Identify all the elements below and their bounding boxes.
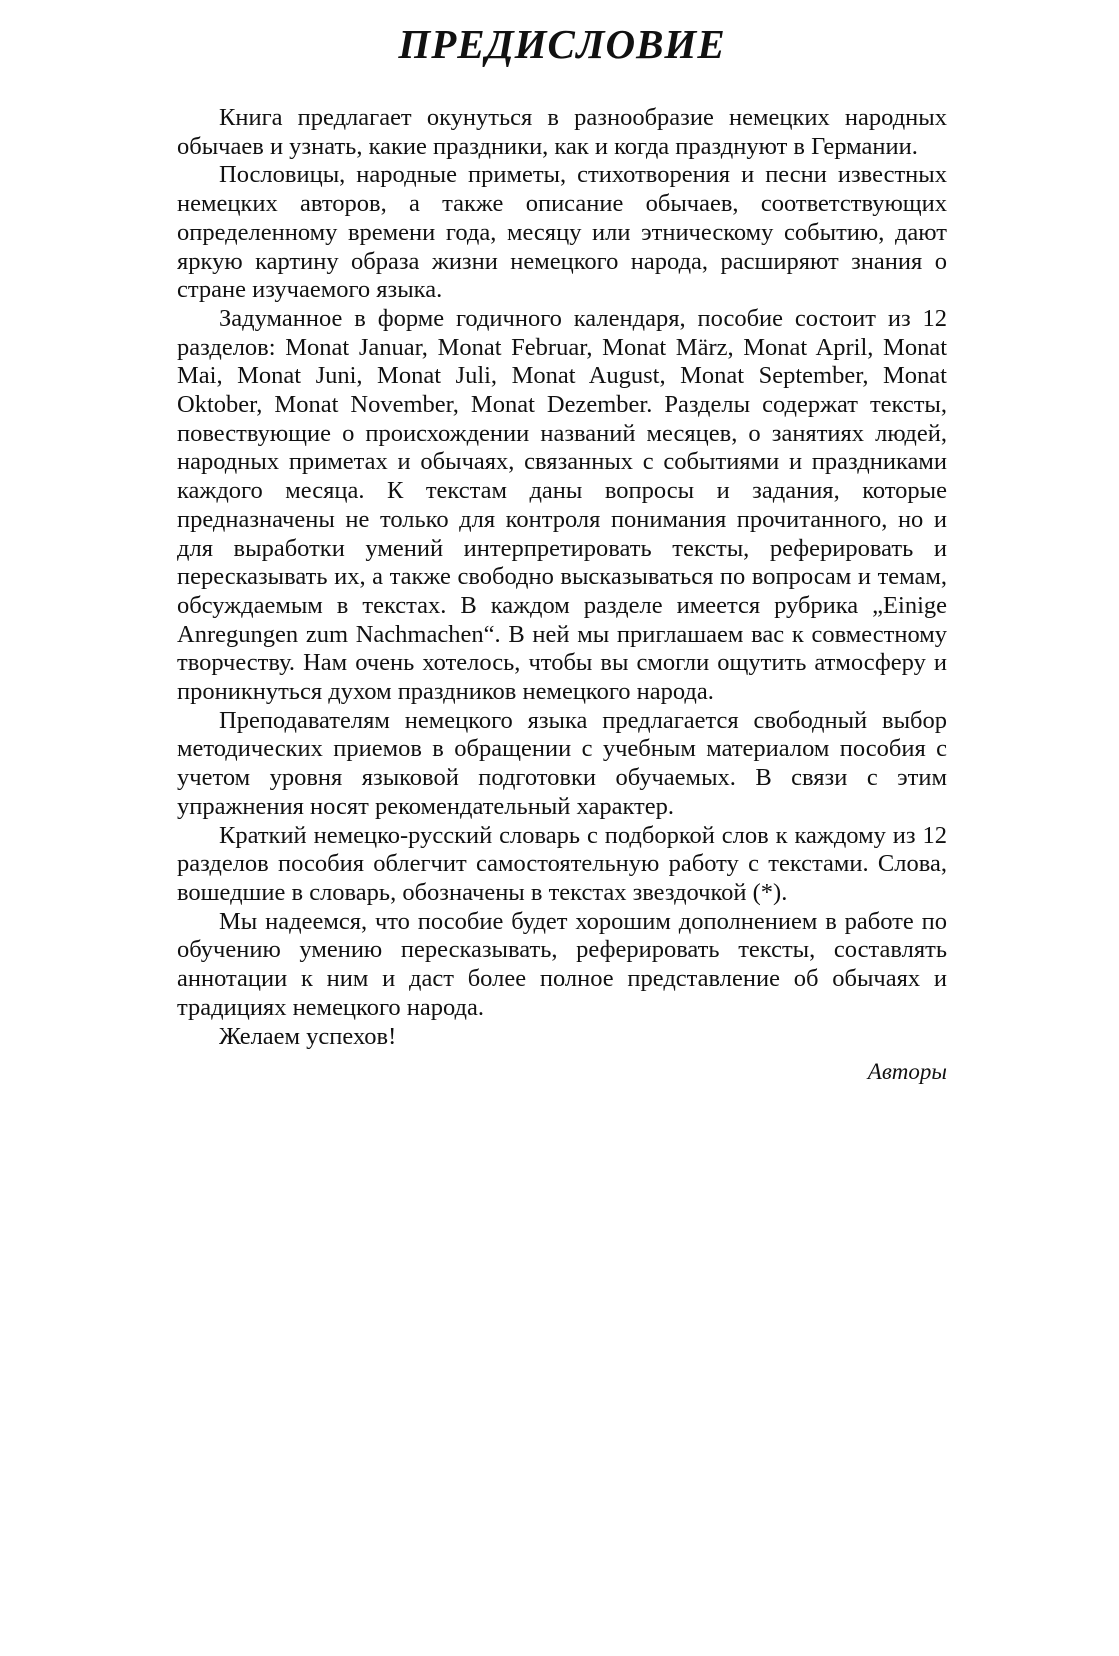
preface-page <box>177 14 947 1087</box>
paragraph-intro: Книга предлагает окунуться в разнообразие немецких народных обычаев и узнать, какие праздники, как и когда празднуют в Германии. <box>177 104 947 160</box>
paragraph-proverbs: Пословицы, народные приметы, стихотворения и песни известных немецких авторов, а также описание обычаев, соответствующих определенному времени года, месяцу или этническому событию, дают яркую картину образа жизни немецкого народа, расширяют знания о стране изучаемого языка. <box>177 161 947 304</box>
paragraph-wishes: Желаем успехов! <box>219 1022 397 1050</box>
page-title: ПРЕДИСЛОВИЕ <box>398 21 726 67</box>
authors-signature: Авторы <box>867 1059 947 1085</box>
paragraph-dictionary: Краткий немецко-русский словарь с подборкой слов к каждому из 12 разделов пособия облегчит самостоятельную работу с текстами. Слова, вошедшие в словарь, обозначены в текстах звездочкой (*). <box>177 821 947 906</box>
paragraph-structure: Задуманное в форме годичного календаря, пособие состоит из 12 разделов: Monat Januar, Monat Februar, Monat März, Monat April, Monat Mai, Monat Juni, Monat Juli, Monat August, Monat September, Monat Oktober, Monat November, Monat Dezember. Разделы содержат тексты, повествующие о происхождении названий месяцев, о занятиях людей, народных приметах и обычаях, связанных с событиями и праздниками каждого месяца. К текстам даны вопросы и задания, которые предназначены не только для контроля понимания прочитанного, но и для выработки умений интерпретировать тексты, реферировать и пересказывать их, а также свободно высказываться по вопросам и темам, обсуждаемым в текстах. В каждом разделе имеется рубрика „Einige Anregungen zum Nachmachen“. В ней мы приглашаем вас к совместному творчеству. Нам очень хотелось, чтобы вы смогли ощутить атмосферу и проникнуться духом праздников немецкого народа. <box>177 304 947 706</box>
paragraph-teachers: Преподавателям немецкого языка предлагается свободный выбор методических приемов в обращении с учебным материалом пособия с учетом уровня языковой подготовки обучаемых. В связи с этим упражнения носят рекомендательный характер. <box>177 706 947 820</box>
paragraph-hopes: Мы надеемся, что пособие будет хорошим дополнением в работе по обучению умению пересказывать, реферировать тексты, составлять аннотации к ним и даст более полное представление об обычаях и традициях немецкого народа. <box>177 907 947 1021</box>
